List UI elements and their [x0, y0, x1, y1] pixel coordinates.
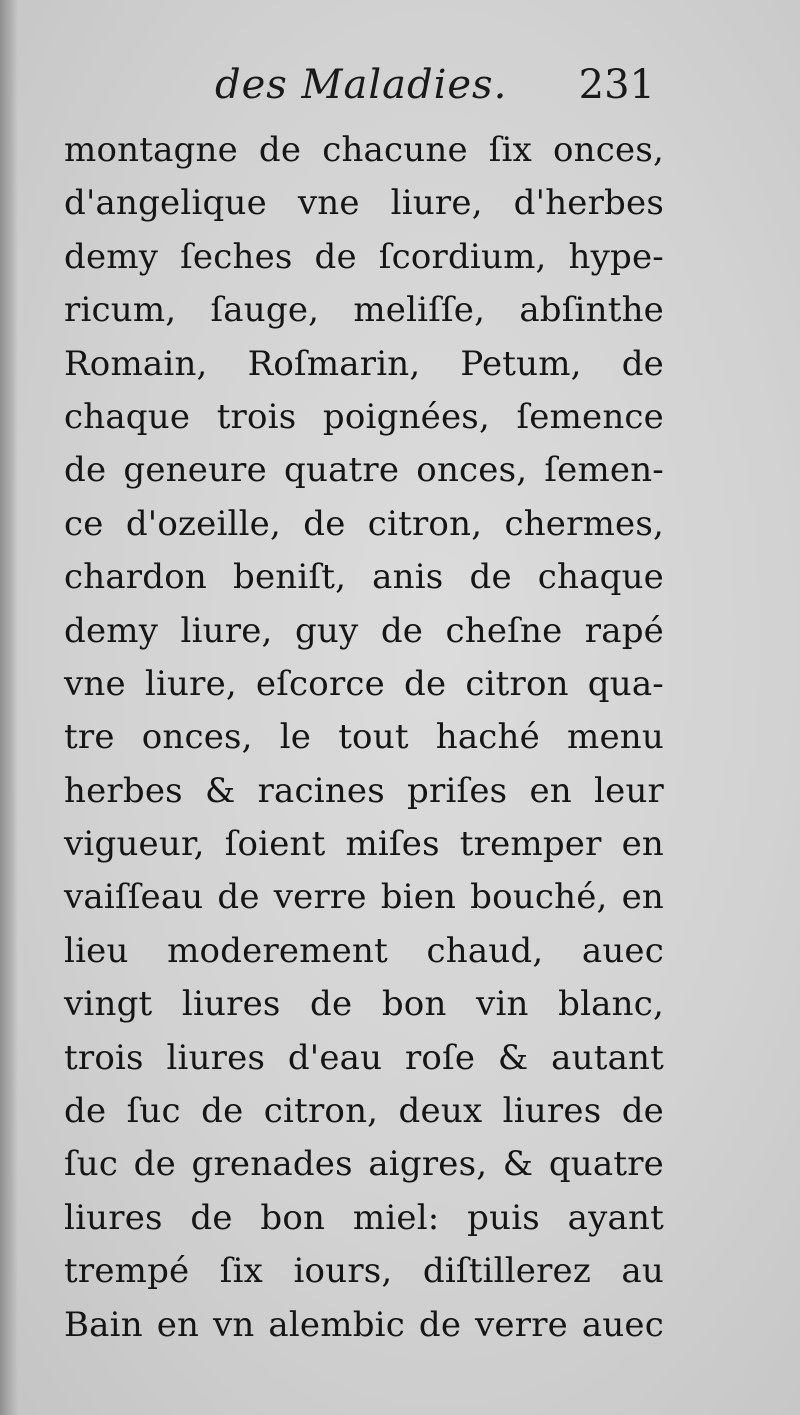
page-gutter-shadow: [0, 0, 18, 1415]
text-line: Bain en vn alembic de verre auec: [64, 1304, 664, 1345]
text-line: liures de bon miel: puis ayant: [64, 1197, 664, 1238]
text-line: trempé ſix iours, diſtillerez au: [64, 1251, 664, 1292]
text-line: chardon beniſt, anis de chaque: [64, 557, 664, 598]
text-line: lieu moderement chaud, auec: [64, 930, 664, 971]
body-text: [64, 124, 664, 1352]
text-line: vingt liures de bon vin blanc,: [64, 984, 664, 1025]
text-line: tre onces, le tout haché menu: [64, 717, 664, 758]
page-number: 231: [578, 62, 655, 108]
text-line: d'angelique vne liure, d'herbes: [64, 183, 664, 224]
text-line: de geneure quatre onces, ſemen-: [64, 450, 664, 491]
text-line: demy ſeches de ſcordium, hype-: [64, 236, 664, 277]
text-line: herbes & racines priſes en leur: [64, 770, 664, 811]
text-line: ce d'ozeille, de citron, chermes,: [64, 503, 664, 544]
text-line: ricum, ſauge, meliſſe, abſinthe: [64, 290, 664, 331]
text-line: Romain, Roſmarin, Petum, de: [64, 343, 664, 384]
text-line: trois liures d'eau roſe & autant: [64, 1037, 664, 1078]
text-line: chaque trois poignées, ſemence: [64, 396, 664, 437]
running-head-title: des Maladies.: [215, 62, 508, 108]
text-line: vaiſſeau de verre bien bouché, en: [64, 877, 664, 918]
text-line: ſuc de grenades aigres, & quatre: [64, 1144, 664, 1185]
text-line: vigueur, ſoient miſes tremper en: [64, 824, 664, 865]
running-head: [60, 62, 660, 112]
text-line: de ſuc de citron, deux liures de: [64, 1091, 664, 1132]
text-line: montagne de chacune ſix onces,: [64, 130, 664, 170]
text-line: demy liure, guy de cheſne rapé: [64, 610, 664, 651]
text-line: vne liure, eſcorce de citron qua-: [64, 663, 664, 704]
